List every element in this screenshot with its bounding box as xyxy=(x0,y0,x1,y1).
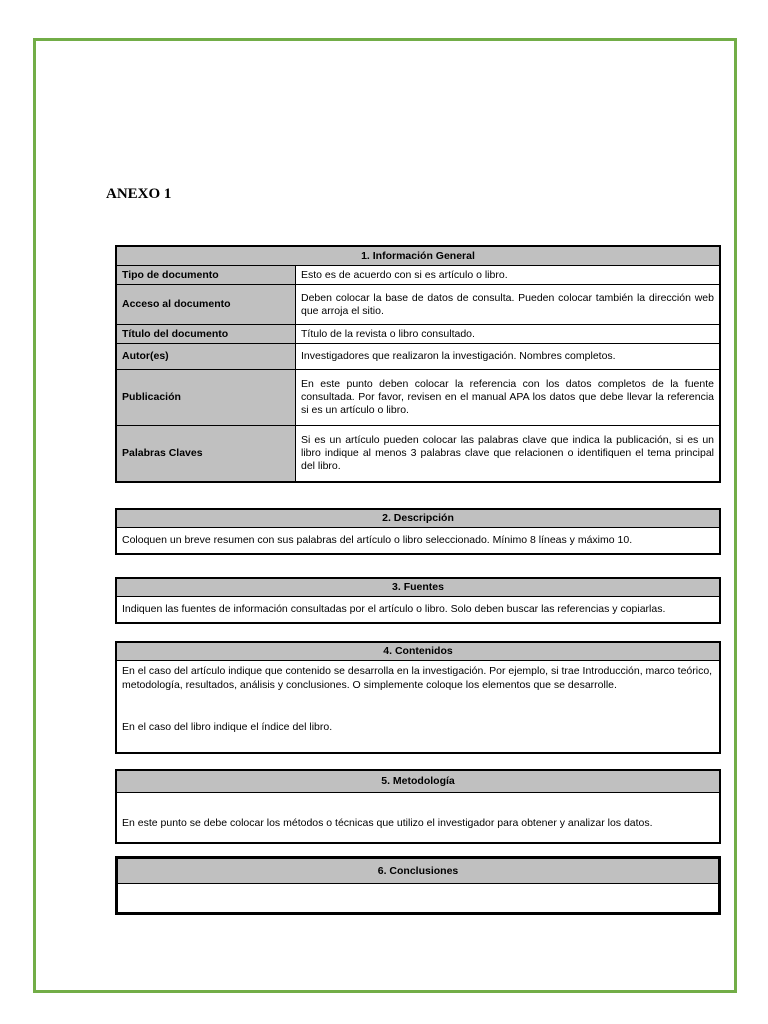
general-info-table xyxy=(115,245,721,483)
methodology-text: En este punto se debe colocar los métodos o técnicas que utilizo el investigador para obtener y analizar los datos. xyxy=(116,793,720,843)
contents-body xyxy=(116,661,720,754)
methodology-table xyxy=(115,769,721,844)
contents-book-text: En el caso del libro indique el índice del libro. xyxy=(122,721,333,733)
row-label-document-type: Tipo de documento xyxy=(116,266,296,285)
section-header-conclusions: 6. Conclusiones xyxy=(117,858,720,884)
row-label-keywords: Palabras Claves xyxy=(116,426,296,482)
row-value-document-title: Título de la revista o libro consultado. xyxy=(296,325,721,344)
row-label-document-access: Acceso al documento xyxy=(116,285,296,325)
row-value-document-access: Deben colocar la base de datos de consulta. Pueden colocar también la dirección web que arroja el sitio. xyxy=(296,285,721,325)
row-value-publication: En este punto deben colocar la referencia con los datos completos de la fuente consultada. Por favor, revisen en el manual APA los datos que debe llevar la referencia si es un artículo o libro. xyxy=(296,370,721,426)
row-value-document-type: Esto es de acuerdo con si es artículo o libro. xyxy=(296,266,721,285)
section-header-general-info: 1. Información General xyxy=(116,246,720,266)
section-header-methodology: 5. Metodología xyxy=(116,770,720,793)
conclusions-table xyxy=(115,856,721,915)
contents-table xyxy=(115,641,721,754)
row-value-authors: Investigadores que realizaron la investigación. Nombres completos. xyxy=(296,344,721,370)
row-value-keywords: Si es un artículo pueden colocar las palabras clave que indica la publicación, si es un libro indique al menos 3 palabras clave que relacionen o identifiquen el tema principal del libro. xyxy=(296,426,721,482)
section-header-contents: 4. Contenidos xyxy=(116,642,720,661)
section-header-description: 2. Descripción xyxy=(116,509,720,528)
sources-table xyxy=(115,577,721,624)
contents-article-text: En el caso del artículo indique que contenido se desarrolla en la investigación. Por ejemplo, si trae Introducción, marco teórico, metodología, resultados, análisis y conclusiones. O simplemente coloque los elementos que se desarrolle. xyxy=(122,665,713,691)
row-label-publication: Publicación xyxy=(116,370,296,426)
description-table xyxy=(115,508,721,555)
sources-text: Indiquen las fuentes de información consultadas por el artículo o libro. Solo deben buscar las referencias y copiarlas. xyxy=(116,597,720,623)
conclusions-text xyxy=(117,884,720,914)
annex-title: ANEXO 1 xyxy=(106,186,172,202)
section-header-sources: 3. Fuentes xyxy=(116,578,720,597)
description-text: Coloquen un breve resumen con sus palabras del artículo o libro seleccionado. Mínimo 8 líneas y máximo 10. xyxy=(116,528,720,554)
row-label-document-title: Título del documento xyxy=(116,325,296,344)
row-label-authors: Autor(es) xyxy=(116,344,296,370)
